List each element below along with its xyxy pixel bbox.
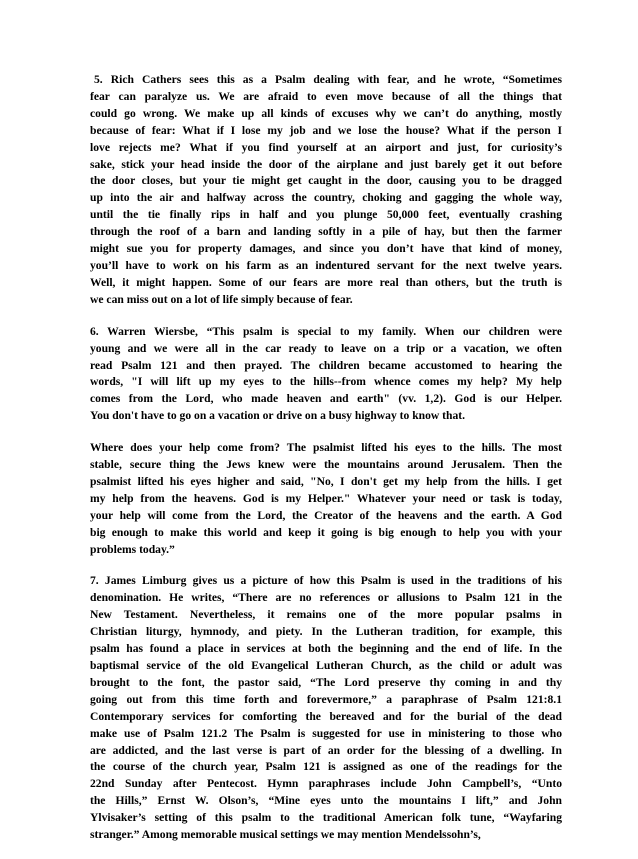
text-line: you’ll have to work on his farm as an indentured servant for the next twelve years. <box>90 258 562 272</box>
text-line: fear can paralyze us. We are afraid to even move because of all the things that <box>90 89 562 103</box>
text-line: make use of Psalm 121.2 The Psalm is suggested for use in ministering to those who <box>90 726 562 740</box>
text-line: big enough to make this world and keep it going is big enough to help you with your <box>90 525 562 539</box>
text-line: sake, stick your head inside the door of the airplane and just barely get it out before <box>90 157 562 171</box>
text-line: because of fear: What if I lose my job and we lose the house? What if the person I <box>90 123 562 137</box>
text-line: my help from the heavens. God is my Helper." Whatever your need or task is today, <box>90 491 562 505</box>
text-line: the door closes, but your tie might get caught in the door, causing you to be dragged <box>90 174 562 188</box>
text-line: are addicted, and the last verse is part of an order for the blessing of a dwelling. In <box>90 743 562 757</box>
text-line: Ylvisaker’s setting of this psalm to the traditional American folk tune, “Wayfaring <box>90 811 562 825</box>
text-line: through the roof of a barn and landing softly in a pile of hay, but then the farmer <box>90 225 562 239</box>
text-line: Contemporary services for comforting the bereaved and for the burial of the dead <box>90 709 562 723</box>
text-line: 22nd Sunday after Pentecost. Hymn paraphrases include John Campbell’s, “Unto <box>90 777 562 791</box>
document-page <box>90 72 562 859</box>
text-line: stable, secure thing the Jews knew were the mountains around Jerusalem. Then the <box>90 458 562 472</box>
text-line: love rejects me? What if you find yourself at an airport and just, for curiosity’s <box>90 140 562 154</box>
text-line: Where does your help come from? The psalmist lifted his eyes to the hills. The most <box>90 441 562 455</box>
text-line: brought to the font, the pastor said, “The Lord preserve thy coming in and thy <box>90 675 562 689</box>
text-line: 6. Warren Wiersbe, “This psalm is special to my family. When our children were <box>90 324 562 338</box>
text-line: going out from this time forth and forevermore,” a paraphrase of Psalm 121:8.1 <box>90 692 562 706</box>
text-line: Well, it might happen. Some of our fears are more real than others, but the truth is <box>90 275 562 289</box>
text-line: 5. Rich Cathers sees this as a Psalm dealing with fear, and he wrote, “Sometimes <box>94 73 562 86</box>
text-line: New Testament. Nevertheless, it remains one of the more popular psalms in <box>90 608 562 622</box>
text-line: psalm has found a place in services at both the beginning and the end of life. In the <box>90 642 562 656</box>
text-line: psalmist lifted his eyes higher and said, "No, I don't get my help from the hills. I get <box>90 474 562 488</box>
paragraph-warren-wiersbe <box>90 324 562 425</box>
paragraph-james-limburg <box>90 573 562 844</box>
text-line: denomination. He writes, “There are no references or allusions to Psalm 121 in the <box>90 591 562 605</box>
text-line: until the tie finally rips in half and you plunge 50,000 feet, eventually crashing <box>90 208 562 222</box>
text-line: baptismal service of the old Evangelical Lutheran Church, as the child or adult was <box>90 659 562 672</box>
paragraph-rich-cathers <box>90 72 562 309</box>
text-line: young and we were all in the car ready to leave on a trip or a vacation, we often <box>90 341 562 355</box>
text-line: up into the air and halfway across the country, choking and gagging the whole way, <box>90 191 562 205</box>
text-line: read Psalm 121 and then prayed. The children became accustomed to hearing the <box>90 358 562 372</box>
text-line: the Hills,” Ernst W. Olson’s, “Mine eyes unto the mountains I lift,” and John <box>90 794 562 808</box>
text-line: Christian liturgy, hymnody, and piety. In the Lutheran tradition, for example, this <box>90 625 562 639</box>
text-line: might sue you for property damages, and since you don’t have that kind of money, <box>90 242 562 256</box>
text-line: comes from the Lord, who made heaven and earth" (vv. 1,2). God is our Helper. <box>90 392 562 406</box>
text-line: the course of the church year, Psalm 121 is assigned as one of the readings for the <box>90 760 562 774</box>
text-line: 7. James Limburg gives us a picture of how this Psalm is used in the traditions of his <box>90 574 562 588</box>
paragraph-where-help-comes-from <box>90 440 562 558</box>
text-line: we can miss out on a lot of life simply because of fear. <box>90 292 353 306</box>
text-line: could go wrong. We make up all kinds of excuses why we can’t do anything, mostly <box>90 106 562 120</box>
text-line: your help will come from the Lord, the Creator of the heavens and the earth. A God <box>90 508 562 522</box>
text-line: problems today.” <box>90 542 175 556</box>
text-line: You don't have to go on a vacation or drive on a busy highway to know that. <box>90 409 466 423</box>
text-line: stranger.” Among memorable musical settings we may mention Mendelssohn’s, <box>90 828 481 842</box>
text-line: words, "I will lift up my eyes to the hills--from whence comes my help? My help <box>90 375 562 389</box>
